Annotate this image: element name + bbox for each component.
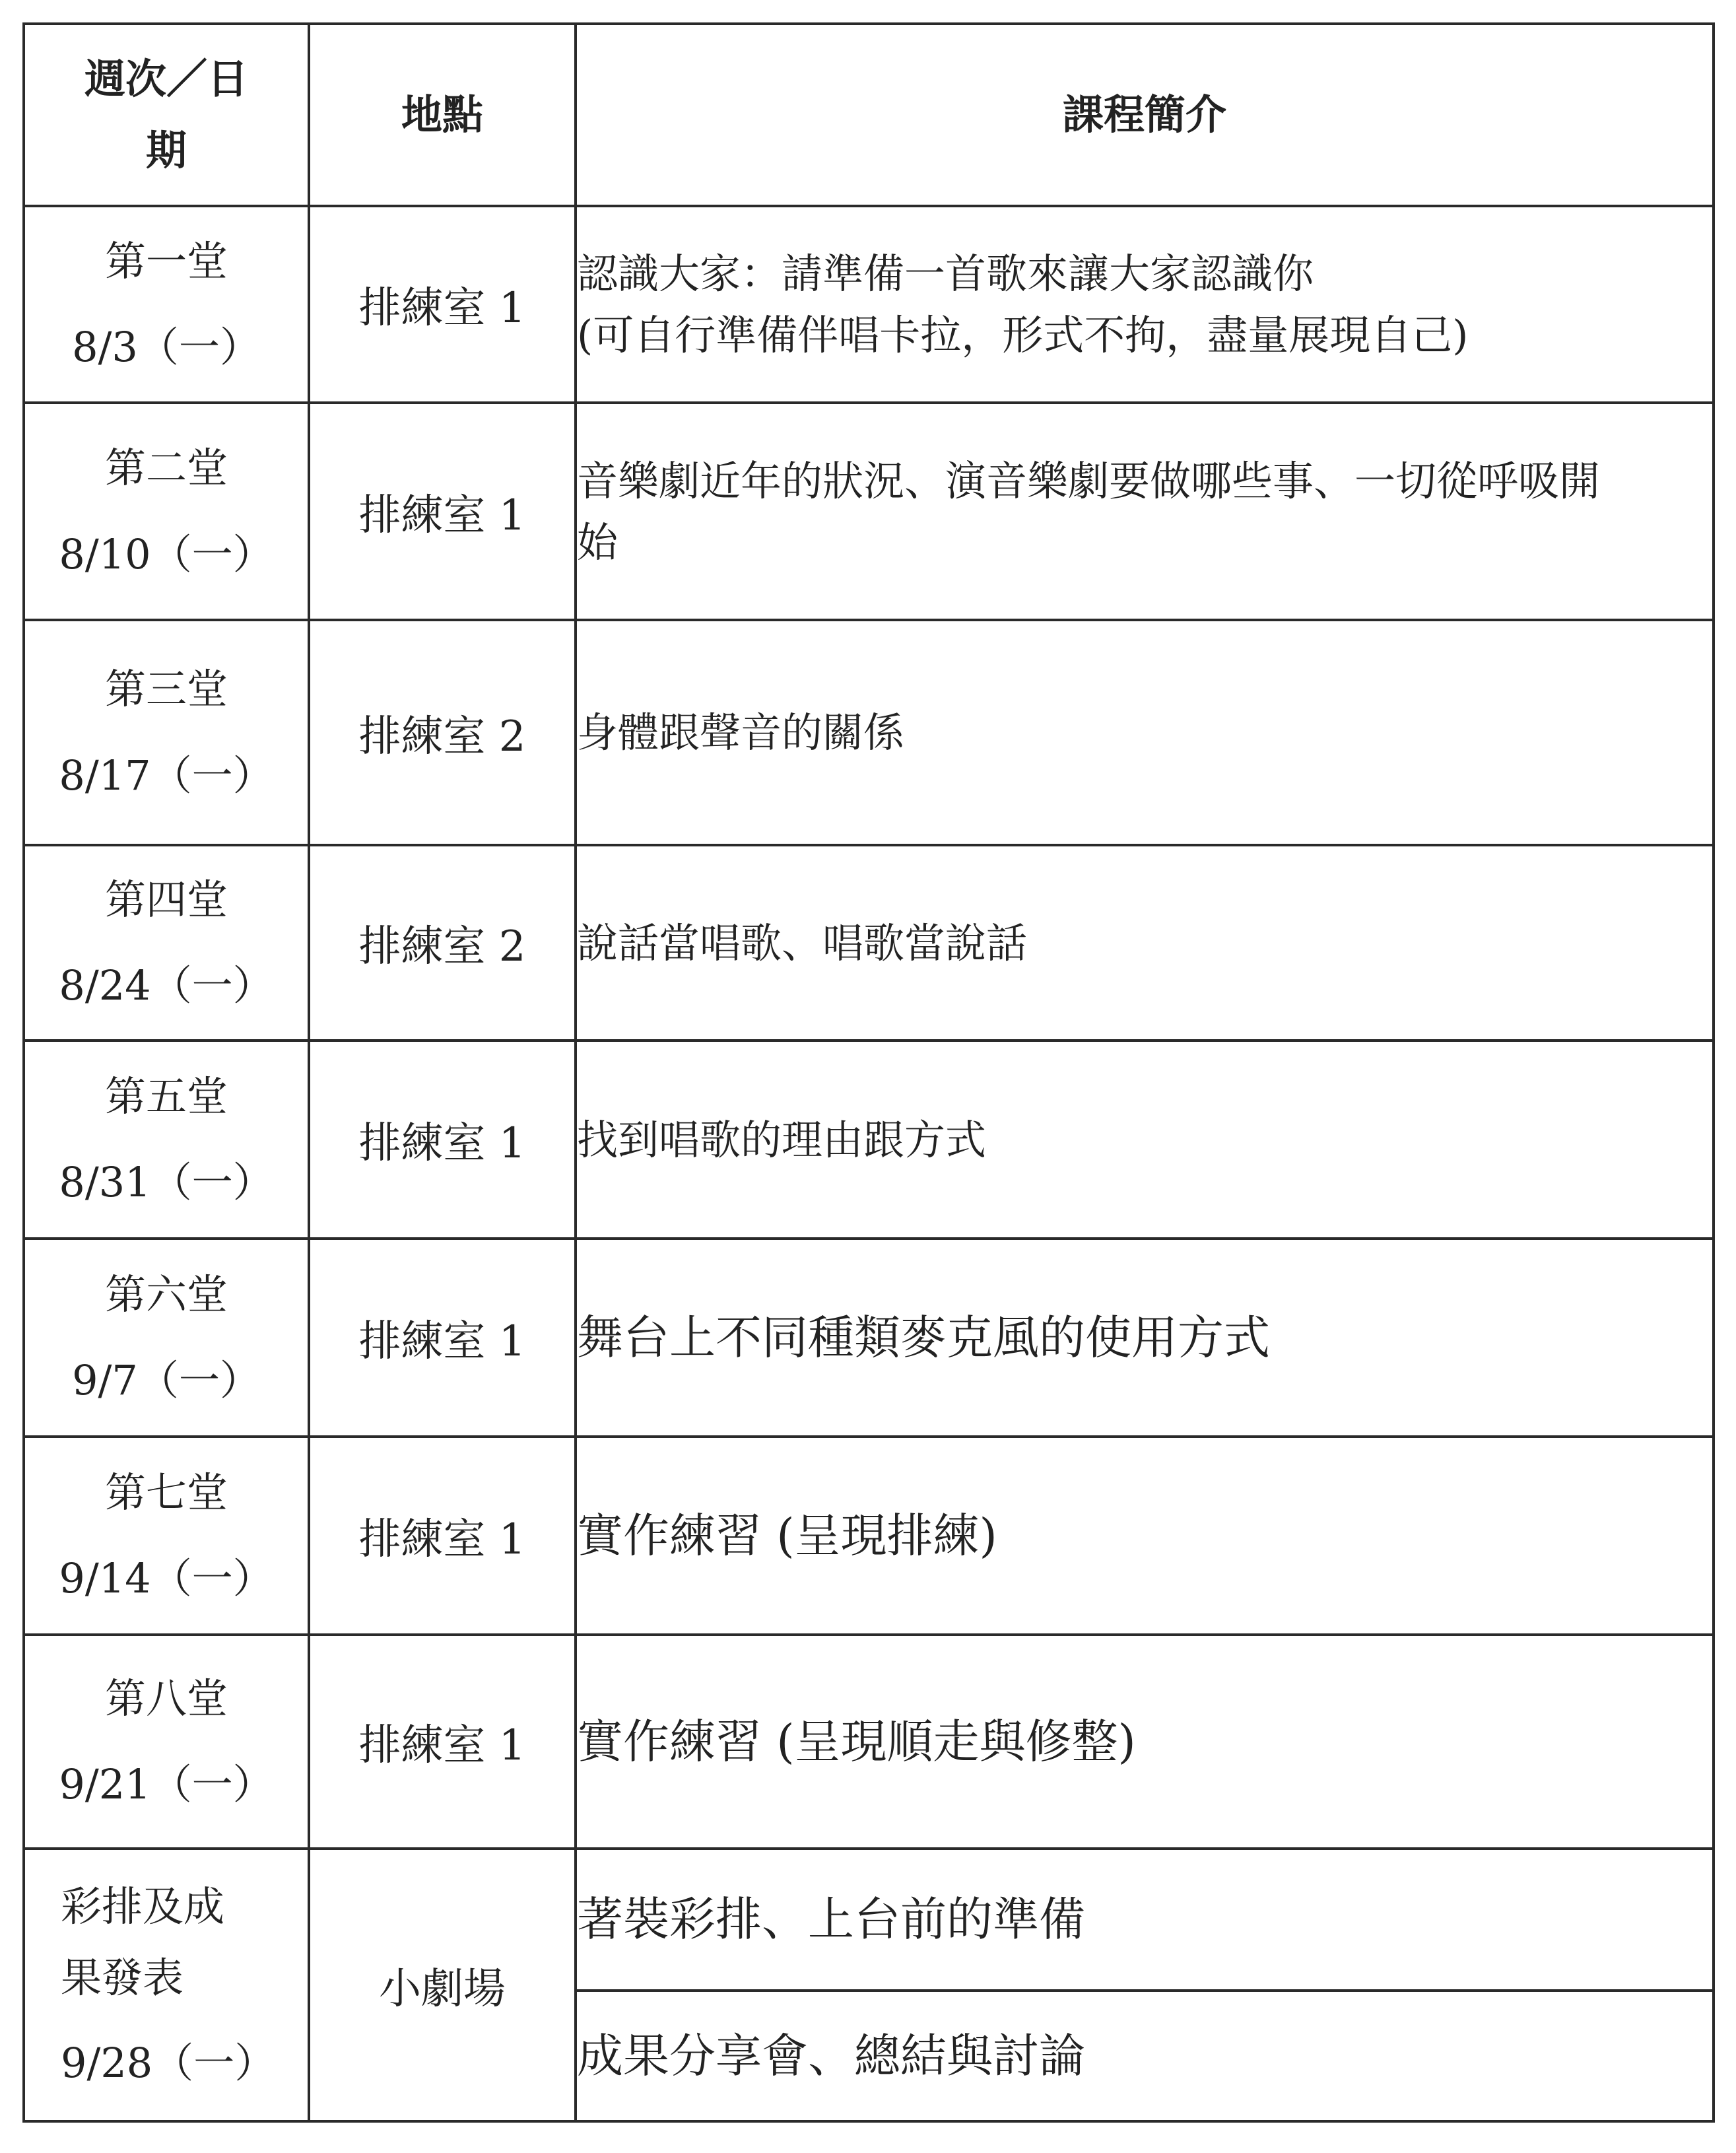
- description-line: 著裝彩排、上台前的準備: [577, 1892, 1085, 1946]
- week-date-cell: [24, 1437, 309, 1635]
- table-row: [24, 1041, 1714, 1239]
- description-cell: [576, 1635, 1714, 1849]
- final-week-date-cell: [24, 1849, 309, 2121]
- description-cell: [576, 845, 1714, 1041]
- place-cell: 排練室 1: [309, 1239, 576, 1437]
- session-label: 第四堂: [104, 875, 228, 924]
- place-cell: 排練室 1: [309, 206, 576, 403]
- session-label: 第一堂: [104, 236, 228, 285]
- description-cell: [576, 1991, 1714, 2121]
- description-line: 成果分享會、總結與討論: [577, 2028, 1085, 2083]
- session-label: 第二堂: [104, 444, 228, 493]
- table-row: [24, 1437, 1714, 1635]
- place-cell: 排練室 1: [309, 403, 576, 620]
- header-place: 地點: [309, 24, 576, 206]
- session-label: 第六堂: [104, 1270, 228, 1318]
- week-date-cell: [24, 1635, 309, 1849]
- session-date: 9/21（一）: [59, 1760, 274, 1808]
- session-label: 第五堂: [104, 1072, 228, 1120]
- course-schedule-table: [22, 22, 1715, 2123]
- description-line: 身體跟聲音的關係: [577, 708, 905, 757]
- description-cell: [576, 1239, 1714, 1437]
- description-line: 始: [577, 518, 618, 566]
- header-row: [24, 24, 1714, 206]
- description-cell: [576, 206, 1714, 403]
- table-row: [24, 1239, 1714, 1437]
- session-label: 第三堂: [104, 665, 228, 714]
- place-cell: 排練室 2: [309, 620, 576, 845]
- header-week-date: [24, 24, 309, 206]
- description-line: 實作練習 (呈現順走與修整): [577, 1714, 1136, 1769]
- week-date-cell: [24, 1239, 309, 1437]
- place-cell: 排練室 2: [309, 845, 576, 1041]
- session-label: 第七堂: [104, 1468, 228, 1517]
- table-row: [24, 1635, 1714, 1849]
- final-session-line-1: 彩排及成: [61, 1882, 225, 1931]
- session-date: 8/17（一）: [59, 751, 274, 800]
- description-line: 找到唱歌的理由跟方式: [577, 1115, 987, 1164]
- place-cell: 排練室 1: [309, 1437, 576, 1635]
- description-line: 實作練習 (呈現排練): [577, 1508, 997, 1563]
- table-row: [24, 403, 1714, 620]
- session-date: 8/3（一）: [72, 323, 261, 371]
- week-date-cell: [24, 206, 309, 403]
- table-row-final: [24, 1849, 1714, 1991]
- session-date: 9/14（一）: [59, 1554, 274, 1602]
- table-row: [24, 620, 1714, 845]
- description-cell: [576, 403, 1714, 620]
- week-date-cell: [24, 403, 309, 620]
- session-date: 8/24（一）: [59, 961, 274, 1009]
- header-week-line-1: 週次／日: [84, 54, 248, 103]
- session-date: 9/7（一）: [72, 1356, 261, 1404]
- table-row: [24, 206, 1714, 403]
- description-line: 舞台上不同種類麥克風的使用方式: [577, 1310, 1270, 1365]
- session-label: 第八堂: [104, 1674, 228, 1723]
- final-place-cell: 小劇場: [309, 1849, 576, 2121]
- place-cell: 排練室 1: [309, 1635, 576, 1849]
- place-cell: 排練室 1: [309, 1041, 576, 1239]
- description-line: 說話當唱歌、唱歌當說話: [577, 918, 1028, 967]
- week-date-cell: [24, 845, 309, 1041]
- description-cell: [576, 1849, 1714, 1991]
- final-session-date: 9/28（一）: [61, 2038, 276, 2087]
- session-date: 8/10（一）: [59, 530, 274, 578]
- table-row: [24, 845, 1714, 1041]
- header-week-line-2: 期: [145, 126, 187, 174]
- final-session-line-2: 果發表: [61, 1954, 184, 2002]
- week-date-cell: [24, 620, 309, 845]
- session-date: 8/31（一）: [59, 1158, 274, 1206]
- description-cell: [576, 1041, 1714, 1239]
- week-date-cell: [24, 1041, 309, 1239]
- description-cell: [576, 1437, 1714, 1635]
- description-line: 認識大家：請準備一首歌來讓大家認識你: [577, 250, 1314, 298]
- description-line: (可自行準備伴唱卡拉，形式不拘，盡量展現自己): [577, 311, 1469, 359]
- description-line: 音樂劇近年的狀況、演音樂劇要做哪些事、一切從呼吸開: [577, 456, 1601, 505]
- header-description: 課程簡介: [576, 24, 1714, 206]
- description-cell: [576, 620, 1714, 845]
